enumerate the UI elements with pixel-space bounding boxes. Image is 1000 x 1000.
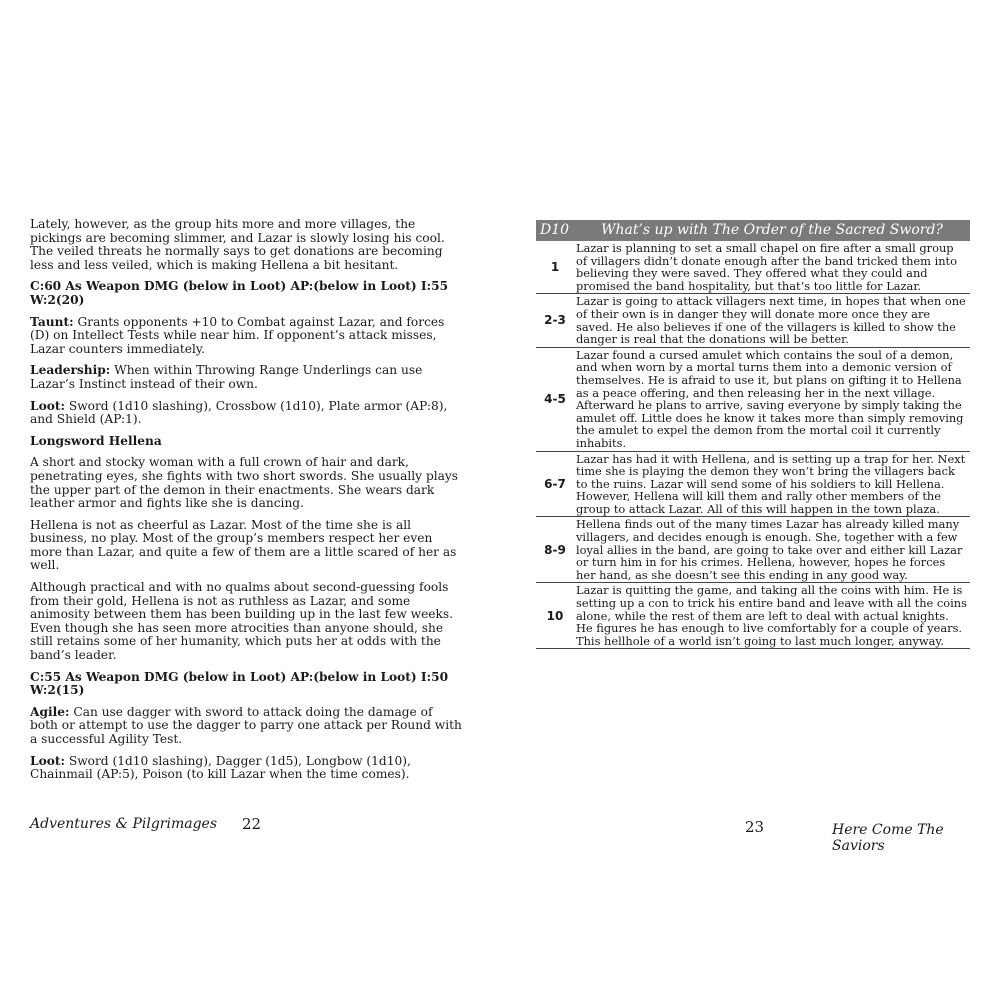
result-cell: Lazar found a cursed amulet which contains the soul of a demon, and when worn by a mortal turns them into a demonic version of themselves. He is afraid to use it, but plans on gifting it to Hellena as a peace offering, and then releasing her in the next village. Afterward he plans to arrive, saving everyone by simply taking the amulet off. Little does he know it takes more than simply removing the amulet to expel the demon from the mortal coil it currently inhabits. (574, 347, 970, 451)
left-footer-title: Adventures & Pilgrimages (30, 816, 218, 832)
leadership-ability (30, 364, 462, 391)
result-cell: Lazar is quitting the game, and taking all the coins with him. He is setting up a con to trick his entire band and leave with all the coins alone, while the rest of them are left to deal with actual knights. He figures he has enough to live comfortably for a couple of years. This hellhole of a world isn’t going to last much longer, anyway. (574, 583, 970, 649)
roll-cell: 4-5 (536, 347, 574, 451)
table-header-row (536, 220, 970, 241)
roll-cell: 1 (536, 241, 574, 294)
left-page-body (30, 218, 462, 790)
hellena-loot-text: Sword (1d10 slashing), Dagger (1d5), Longbow (1d10), Chainmail (AP:5), Poison (to kill Lazar when the time comes). (30, 753, 411, 782)
roll-cell: 8-9 (536, 517, 574, 583)
result-cell: Hellena finds out of the many times Lazar has already killed many villagers, and decides enough is enough. She, together with a few loyal allies in the band, are going to take over and either kill Lazar or turn him in for his crimes. Hellena, however, hopes he forces her hand, as she doesn’t see this ending in any good way. (574, 517, 970, 583)
taunt-label: Taunt: (30, 314, 74, 329)
roll-cell: 6-7 (536, 451, 574, 517)
right-page-number: 23 (745, 818, 765, 836)
hellena-paragraph-3: Although practical and with no qualms about second-guessing fools from their gold, Hellena is not as ruthless as Lazar, and some animosity between them has been building up in the last few weeks. Even though she has seen more atrocities than anyone should, she still retains some of her humanity, which puts her at odds with the band’s leader. (30, 580, 454, 663)
hellena-loot-label: Loot: (30, 753, 65, 768)
hellena-paragraph-2: Hellena is not as cheerful as Lazar. Most of the time she is all business, no play. Most of the group’s members respect her even more than Lazar, and quite a few of them are a little scared of her as well. (30, 517, 457, 573)
agile-label: Agile: (30, 704, 70, 719)
hellena-paragraph-1: A short and stocky woman with a full crown of hair and dark, penetrating eyes, she fights with two short swords. She usually plays the upper part of the demon in their enactments. She wears dark leather armor and fights like she is dancing. (30, 455, 459, 511)
lazar-loot-text: Sword (1d10 slashing), Crossbow (1d10), Plate armor (AP:8), and Shield (AP:1). (30, 398, 448, 427)
table-row (536, 294, 970, 347)
table-row (536, 517, 970, 583)
roll-cell: 10 (536, 583, 574, 649)
roll-cell: 2-3 (536, 294, 574, 347)
hellena-stats: C:55 As Weapon DMG (below in Loot) AP:(below in Loot) I:50 W:2(15) (30, 669, 449, 698)
lazar-loot (30, 400, 462, 427)
leadership-label: Leadership: (30, 363, 111, 378)
table-row (536, 347, 970, 451)
hellena-heading: Longsword Hellena (30, 433, 162, 448)
result-cell: Lazar has had it with Hellena, and is setting up a trap for her. Next time she is playing the demon they won’t bring the villagers back to the ruins. Lazar will send some of his soldiers to kill Hellena. However, Hellena will kill them and rally other members of the group to attack Lazar. All of this will happen in the town plaza. (574, 451, 970, 517)
lazar-loot-label: Loot: (30, 398, 65, 413)
taunt-ability (30, 316, 462, 357)
right-footer-title: Here Come The Saviors (832, 822, 944, 854)
table-row (536, 241, 970, 294)
table-row (536, 451, 970, 517)
leadership-text: When within Throwing Range Underlings can use Lazar’s Instinct instead of their own. (30, 363, 423, 391)
agile-text: Can use dagger with sword to attack doing the damage of both or attempt to use the dagger to parry one attack per Round with a successful Agility Test. (30, 704, 462, 746)
agile-ability (30, 706, 462, 747)
hellena-loot (30, 755, 462, 782)
table-title-header: What’s up with The Order of the Sacred Sword? (574, 220, 970, 241)
left-page-number: 22 (242, 815, 262, 833)
result-cell: Lazar is planning to set a small chapel on fire after a small group of villagers didn’t donate enough after the band tricked them into believing they were saved. They offered what they could and promised the band hospitality, but that’s too little for Lazar. (574, 241, 970, 294)
taunt-text: Grants opponents +10 to Combat against Lazar, and forces (D) on Intellect Tests while near him. If opponent’s attack misses, Lazar counters immediately. (30, 314, 445, 356)
table-row (536, 583, 970, 649)
result-cell: Lazar is going to attack villagers next time, in hopes that when one of their own is in danger they will donate more once they are saved. He also believes if one of the villagers is killed to show the danger is real that the donations will be better. (574, 294, 970, 347)
intro-paragraph: Lately, however, as the group hits more and more villages, the pickings are becoming slimmer, and Lazar is slowly losing his cool. The veiled threats he normally says to get donations are becoming less and less veiled, which is making Hellena a bit hesitant. (30, 217, 445, 272)
lazar-stats: C:60 As Weapon DMG (below in Loot) AP:(below in Loot) I:55 W:2(20) (30, 279, 449, 307)
order-table-container (536, 220, 970, 649)
die-header: D10 (536, 220, 574, 241)
order-table (536, 220, 970, 649)
